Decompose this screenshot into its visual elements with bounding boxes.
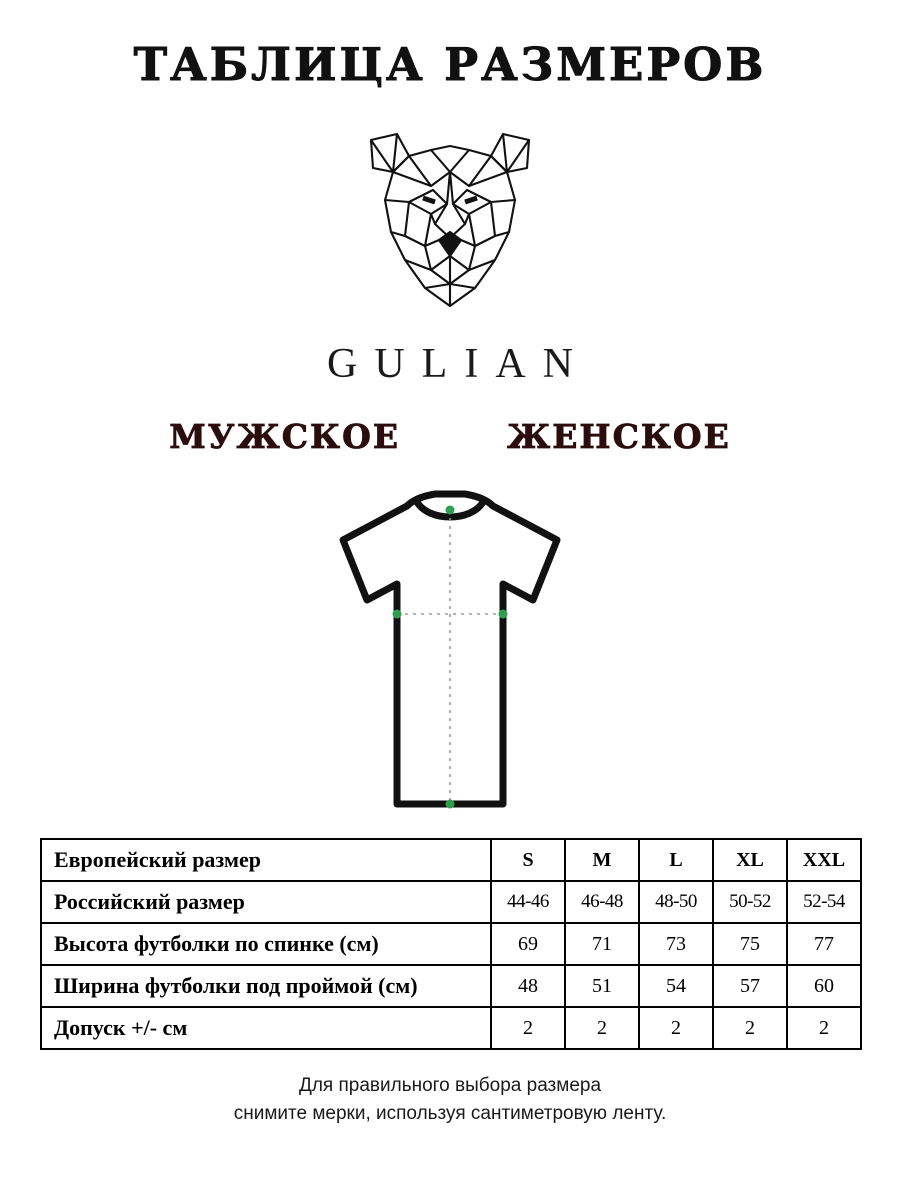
cell-rus-xl: 50-52 <box>713 881 787 923</box>
marker-armpit-right <box>499 610 508 619</box>
cell-tol-m: 2 <box>565 1007 639 1049</box>
marker-neck <box>446 506 455 515</box>
table-row <box>41 1007 861 1049</box>
cell-euro-xl: XL <box>713 839 787 881</box>
gender-women[interactable]: ЖЕНСКОЕ <box>506 417 731 456</box>
cell-rus-l: 48-50 <box>639 881 713 923</box>
table-row <box>41 965 861 1007</box>
instruction-note <box>0 1072 900 1128</box>
marker-hem <box>446 800 455 809</box>
cell-rus-m: 46-48 <box>565 881 639 923</box>
row-label-armpit-width: Ширина футболки под проймой (см) <box>41 965 491 1007</box>
cell-height-l: 73 <box>639 923 713 965</box>
table-row <box>41 881 861 923</box>
cell-tol-xxl: 2 <box>787 1007 861 1049</box>
tshirt-diagram <box>0 488 900 818</box>
page-title: ТАБЛИЦА РАЗМЕРОВ <box>133 38 767 91</box>
cell-width-s: 48 <box>491 965 565 1007</box>
cell-width-m: 51 <box>565 965 639 1007</box>
brand-logo <box>0 128 900 333</box>
cell-height-s: 69 <box>491 923 565 965</box>
marker-armpit-left <box>393 610 402 619</box>
gender-tabs <box>0 415 900 458</box>
cell-euro-xxl: XXL <box>787 839 861 881</box>
cell-euro-m: M <box>565 839 639 881</box>
tshirt-measurement-diagram-icon <box>295 488 605 818</box>
instruction-line-2: снимите мерки, используя сантиметровую ленту. <box>233 1103 667 1124</box>
row-label-russian-size: Российский размер <box>41 881 491 923</box>
cell-tol-s: 2 <box>491 1007 565 1049</box>
gender-men[interactable]: МУЖСКОЕ <box>169 417 400 456</box>
cell-rus-xxl: 52-54 <box>787 881 861 923</box>
size-table-container <box>40 838 860 1050</box>
cell-euro-s: S <box>491 839 565 881</box>
cell-tol-xl: 2 <box>713 1007 787 1049</box>
cell-width-xl: 57 <box>713 965 787 1007</box>
table-row <box>41 839 861 881</box>
cell-width-xxl: 60 <box>787 965 861 1007</box>
row-label-tolerance: Допуск +/- см <box>41 1007 491 1049</box>
brand-wordmark: GULIAN <box>327 341 590 387</box>
cell-rus-s: 44-46 <box>491 881 565 923</box>
cell-height-xxl: 77 <box>787 923 861 965</box>
row-label-back-height: Высота футболки по спинке (см) <box>41 923 491 965</box>
cell-width-l: 54 <box>639 965 713 1007</box>
geometric-tiger-head-icon <box>335 128 565 333</box>
cell-height-m: 71 <box>565 923 639 965</box>
instruction-line-1: Для правильного выбора размера <box>298 1075 602 1096</box>
size-table <box>40 838 862 1050</box>
cell-height-xl: 75 <box>713 923 787 965</box>
cell-tol-l: 2 <box>639 1007 713 1049</box>
row-label-euro-size: Европейский размер <box>41 839 491 881</box>
cell-euro-l: L <box>639 839 713 881</box>
table-row <box>41 923 861 965</box>
